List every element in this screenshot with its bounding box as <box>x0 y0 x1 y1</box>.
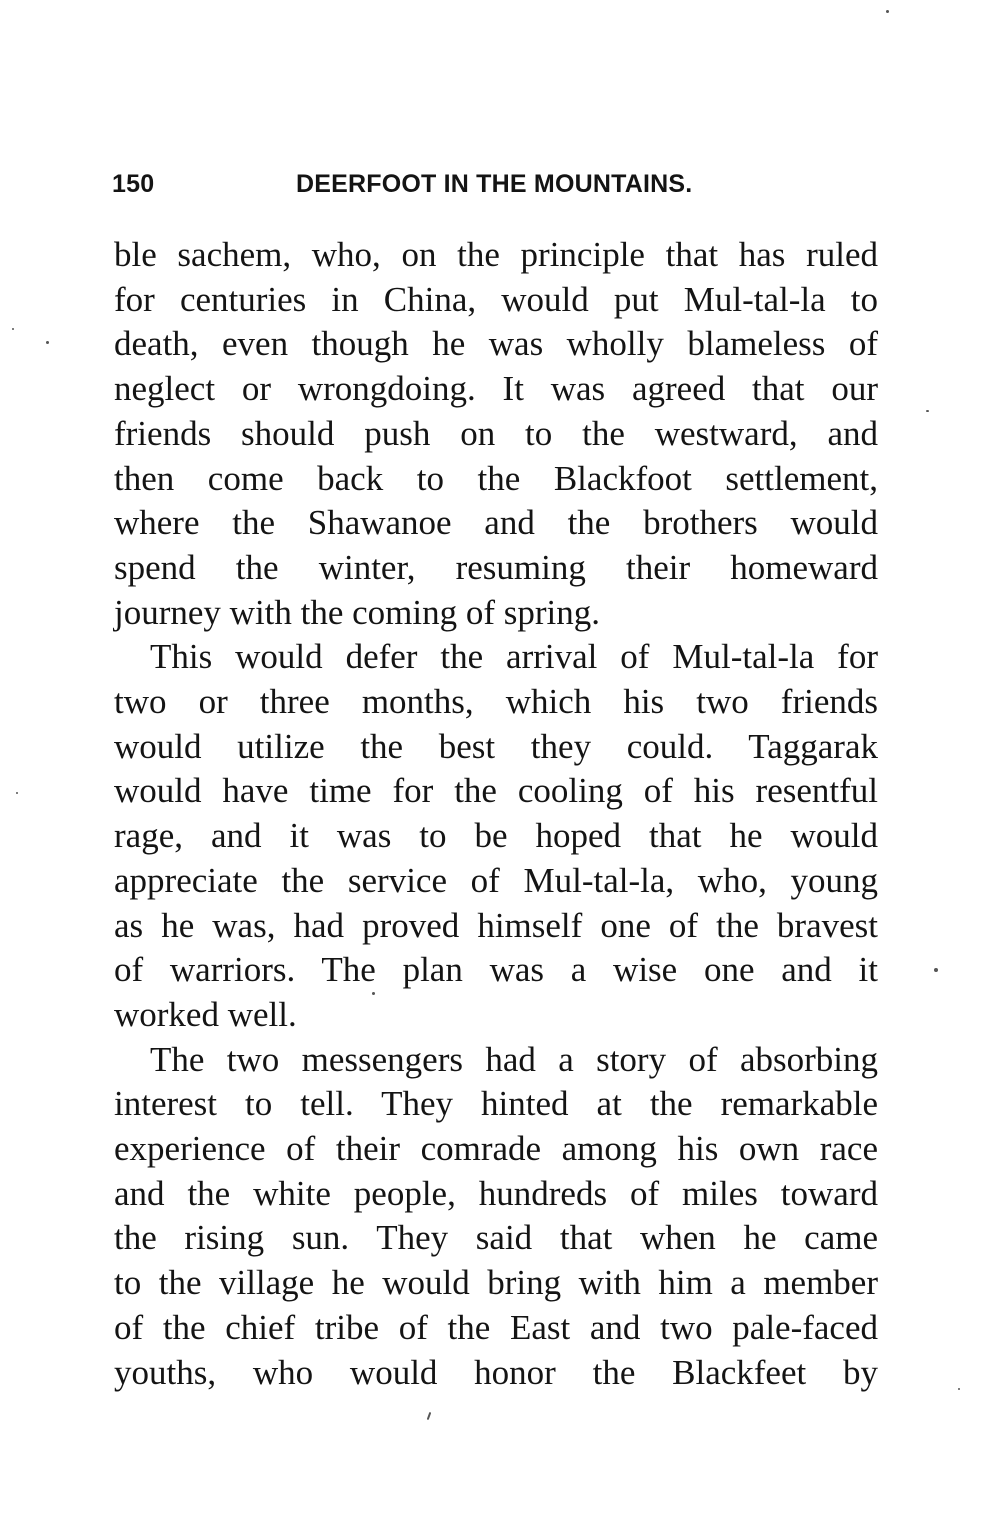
page-number: 150 <box>112 170 155 198</box>
text-line: neglect or wrongdoing. It was agreed that our <box>114 369 878 409</box>
text-line: youths, who would honor the Blackfeet by <box>114 1352 878 1392</box>
text-line: appreciate the service of Mul-tal-la, who, young <box>114 860 878 900</box>
text-line: rage, and it was to be hoped that he would <box>114 816 878 856</box>
page-header <box>112 166 878 206</box>
text-line: of the chief tribe of the East and two pale-faced <box>114 1307 878 1347</box>
scan-speck <box>46 341 49 344</box>
text-line: then come back to the Blackfoot settlement, <box>114 458 878 498</box>
text-line: of warriors. The plan was a wise one and it <box>114 950 878 990</box>
text-line: The two messengers had a story of absorbing <box>150 1039 878 1079</box>
text-line: experience of their comrade among his own race <box>114 1129 878 1169</box>
text-line: interest to tell. They hinted at the remarkable <box>114 1084 878 1124</box>
text-line: This would defer the arrival of Mul-tal-la for <box>150 637 878 677</box>
scan-speck <box>12 328 14 330</box>
running-title: DEERFOOT IN THE MOUNTAINS. <box>296 170 693 198</box>
body-text <box>114 233 878 1395</box>
scan-speck <box>16 792 18 794</box>
text-line: would utilize the best they could. Taggarak <box>114 726 878 766</box>
text-line: to the village he would bring with him a member <box>114 1263 878 1303</box>
text-line: two or three months, which his two friends <box>114 682 878 722</box>
text-line: spend the winter, resuming their homeward <box>114 547 878 587</box>
paragraph-1 <box>114 233 878 635</box>
scan-speck <box>958 1388 960 1390</box>
scan-speck <box>934 968 938 972</box>
text-line: as he was, had proved himself one of the bravest <box>114 905 878 945</box>
text-line: would have time for the cooling of his resentful <box>114 771 878 811</box>
text-line: journey with the coming of spring. <box>114 592 601 632</box>
text-line: friends should push on to the westward, and <box>114 413 878 453</box>
text-line: where the Shawanoe and the brothers would <box>114 503 878 543</box>
text-line: and the white people, hundreds of miles toward <box>114 1173 878 1213</box>
text-line: ble sachem, who, on the principle that has ruled <box>114 235 878 274</box>
paragraph-2 <box>114 635 878 1037</box>
text-line: the rising sun. They said that when he came <box>114 1218 878 1258</box>
scan-speck <box>372 992 375 995</box>
text-line: death, even though he was wholly blameless of <box>114 324 878 364</box>
text-line: worked well. <box>114 994 297 1034</box>
scan-speck <box>886 10 889 13</box>
scan-speck <box>427 1412 432 1420</box>
text-line: for centuries in China, would put Mul-tal-la to <box>114 279 878 319</box>
scan-speck <box>926 410 929 412</box>
paragraph-3 <box>114 1038 878 1396</box>
